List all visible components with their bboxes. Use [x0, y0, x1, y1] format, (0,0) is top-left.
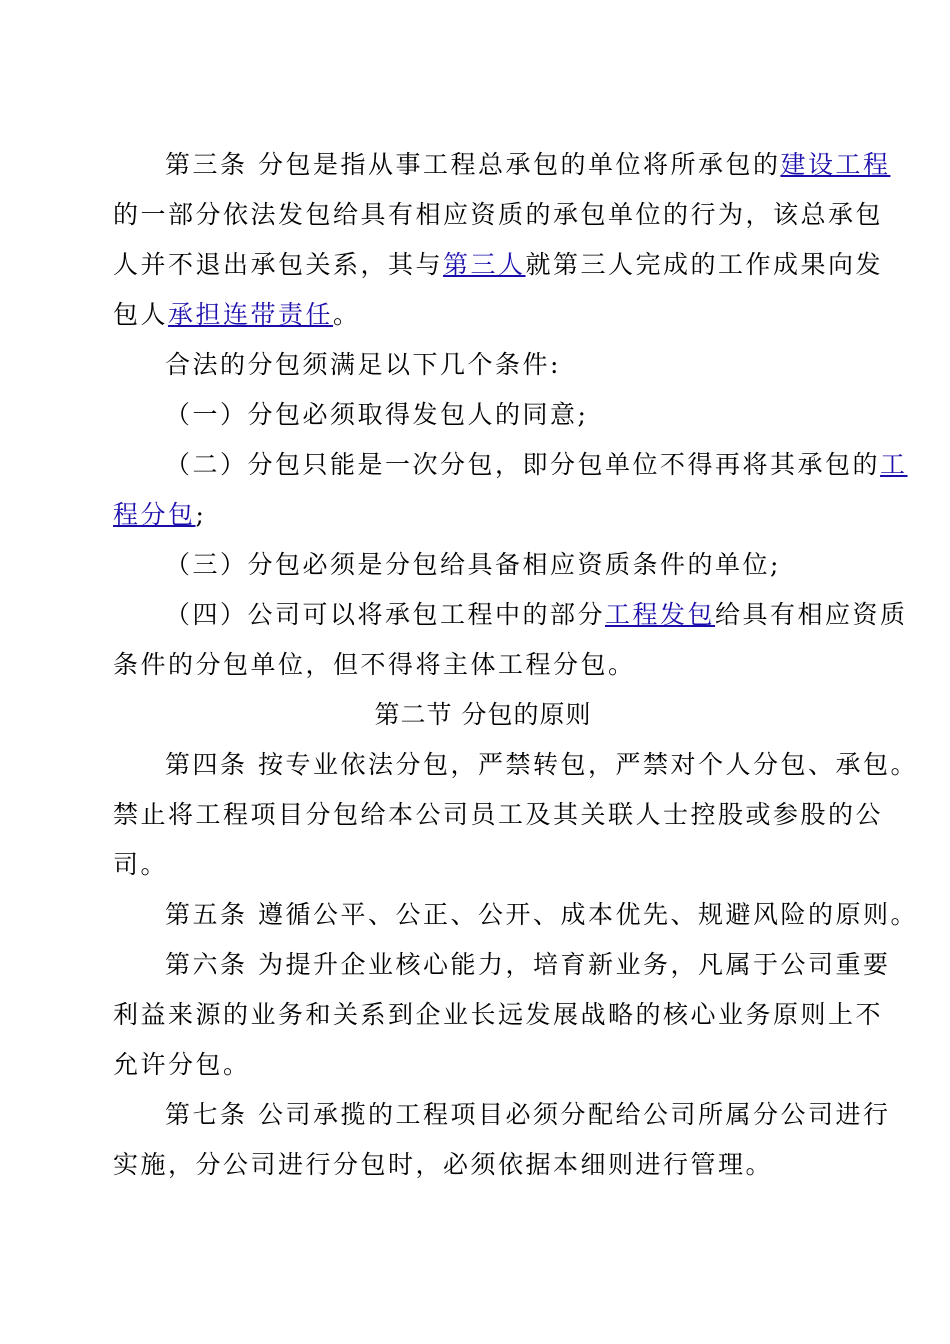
link-project-subcontract-cont[interactable]: 程分包 — [113, 500, 196, 529]
text-run: 第三条 分包是指从事工程总承包的单位将所承包的 — [165, 150, 781, 179]
link-project-subcontract[interactable]: 工 — [880, 450, 908, 479]
condition-1: （一）分包必须取得发包人的同意; — [165, 400, 589, 429]
link-project-contracting[interactable]: 工程发包 — [605, 600, 716, 629]
article-4-line-2: 禁止将工程项目分包给本公司员工及其关联人士控股或参股的公 — [113, 800, 884, 829]
text-run: （二）分包只能是一次分包，即分包单位不得再将其承包的 — [165, 450, 881, 479]
section-heading: 第二节 分包的原则 — [374, 700, 592, 729]
article-3-line-4 — [113, 295, 853, 335]
link-third-party[interactable]: 第三人 — [443, 250, 526, 279]
article-6-line-2: 利益来源的业务和关系到企业长远发展战略的核心业务原则上不 — [113, 1000, 884, 1029]
text-run: （四）公司可以将承包工程中的部分 — [165, 600, 606, 629]
condition-2-line-2 — [113, 495, 853, 535]
condition-4-line-1 — [165, 595, 908, 635]
article-7-line-2: 实施，分公司进行分包时，必须依据本细则进行管理。 — [113, 1150, 774, 1179]
article-6-line-3: 允许分包。 — [113, 1050, 251, 1079]
article-6-line-1: 第六条 为提升企业核心能力，培育新业务，凡属于公司重要 — [165, 950, 891, 979]
condition-4-line-2: 条件的分包单位，但不得将主体工程分包。 — [113, 650, 636, 679]
article-3-line-3 — [113, 245, 884, 285]
article-4-line-1: 第四条 按专业依法分包，严禁转包，严禁对个人分包、承包。 — [165, 750, 918, 779]
article-3-line-2: 的一部分依法发包给具有相应资质的承包单位的行为，该总承包 — [113, 200, 884, 229]
article-3-line-1 — [165, 145, 891, 185]
text-run: 给具有相应资质 — [715, 600, 908, 629]
text-run: 包人 — [113, 300, 169, 329]
condition-2-line-1 — [165, 445, 908, 485]
link-construction-project[interactable]: 建设工程 — [780, 150, 891, 179]
article-5: 第五条 遵循公平、公正、公开、成本优先、规避风险的原则。 — [165, 900, 918, 929]
text-run: ; — [195, 500, 207, 529]
conditions-intro: 合法的分包须满足以下几个条件: — [165, 350, 561, 379]
link-joint-liability[interactable]: 承担连带责任 — [168, 300, 334, 329]
text-run: 就第三人完成的工作成果向发 — [525, 250, 884, 279]
condition-3: （三）分包必须是分包给具备相应资质条件的单位; — [165, 550, 781, 579]
article-7-line-1: 第七条 公司承揽的工程项目必须分配给公司所属分公司进行 — [165, 1100, 891, 1129]
text-run: 。 — [333, 300, 361, 329]
article-4-line-3: 司。 — [113, 850, 169, 879]
text-run: 人并不退出承包关系，其与 — [113, 250, 444, 279]
